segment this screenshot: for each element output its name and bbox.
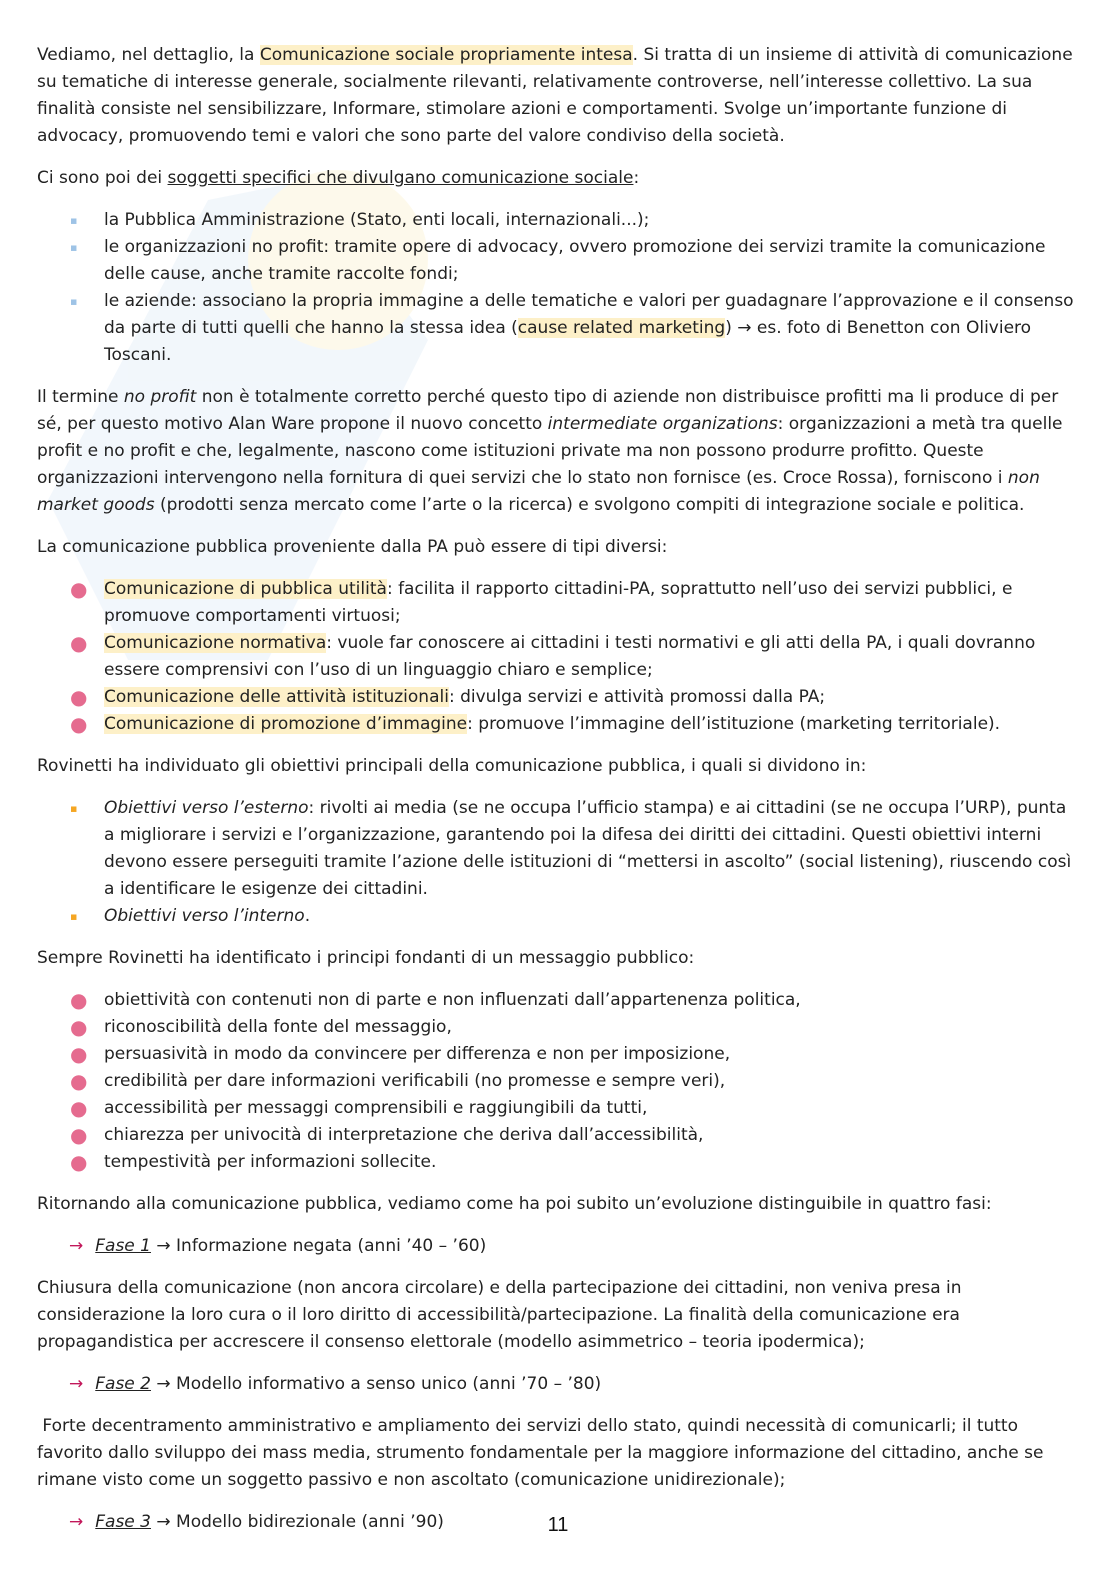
list-item (37, 1014, 1077, 1041)
text-run: Il termine (37, 387, 124, 407)
dot-bullet-icon: ● (70, 1096, 88, 1120)
arrow-right-icon: → (69, 1374, 84, 1394)
highlight-term: Comunicazione di promozione d’immagine (104, 714, 468, 734)
dot-bullet-icon: ● (70, 1069, 88, 1093)
dot-bullet-icon: ● (70, 1150, 88, 1174)
italic-term: Obiettivi verso l’esterno (104, 798, 309, 818)
paragraph-pa-types-intro: La comunicazione pubblica proveniente dalla PA può essere di tipi diversi: (37, 537, 668, 557)
paragraph-objectives-intro: Rovinetti ha individuato gli obiettivi principali della comunicazione pubblica, i quali si dividono in: (37, 756, 867, 776)
list-item (37, 630, 1077, 684)
list-item (37, 987, 1077, 1014)
highlight-term: Comunicazione normativa (104, 633, 327, 653)
square-bullet-icon: ▪ (70, 241, 78, 254)
list-item-text: : vuole far conoscere ai cittadini i testi normativi e gli atti della PA, i quali dovranno essere comprensivi con l’uso di un linguaggio chiaro e semplice; (104, 633, 1036, 680)
square-bullet-icon: ▪ (70, 295, 78, 308)
list-item (37, 234, 1077, 288)
paragraph-no-profit (37, 384, 1077, 519)
list-item (37, 1149, 1077, 1176)
list-item (37, 684, 1077, 711)
list-item-text: persuasività in modo da convincere per differenza e non per imposizione, (104, 1044, 731, 1064)
square-bullet-icon: ▪ (70, 802, 78, 815)
highlight-cause-related-marketing: cause related marketing (517, 318, 726, 338)
italic-term: no profit (123, 387, 197, 407)
intro-text-end: . Si tratta di un insieme di attività di comunicazione su tematiche di interesse generale, socialmente rilevanti, relativamente controverse, nell’interesse collettivo. La sua finalità consiste nel sensibilizzare, Informare, stimolare azioni e comportamenti. Svolge un’importante funzione di advocacy, promuovendo temi e valori che sono parte del valore condiviso della società. (37, 45, 1073, 146)
paragraph-phase-2: Forte decentramento amministrativo e ampliamento dei servizi dello stato, quindi necessità di comunicarli; il tutto favorito dallo sviluppo dei mass media, strumento fondamentale per la maggiore informazione del cittadino, anche se rimane visto come un soggetto passivo e non ascoltato (comunicazione unidirezionale); (37, 1416, 1049, 1490)
phase-label: Fase 3 (95, 1512, 151, 1532)
list-item (37, 903, 1077, 930)
paragraph-phase-1: Chiusura della comunicazione (non ancora circolare) e della partecipazione dei cittadini, non veniva presa in considerazione la loro cura o il loro diritto di accessibilità/partecipazione. La finalità della comunicazione era propagandistica per accrescere il consenso elettorale (modello asimmetrico – teoria ipodermica); (37, 1278, 962, 1352)
phase-1-heading (37, 1233, 1077, 1260)
dot-bullet-icon: ● (70, 685, 88, 709)
highlight-term: Comunicazione delle attività istituzionali (104, 687, 449, 707)
italic-term: intermediate organizations (547, 414, 778, 434)
subjects-text-start: Ci sono poi dei (37, 168, 168, 188)
list-item (37, 1095, 1077, 1122)
intro-text-start: Vediamo, nel dettaglio, la (37, 45, 260, 65)
dot-bullet-icon: ● (70, 1042, 88, 1066)
page-number: 11 (547, 1514, 569, 1536)
phase-2-heading (37, 1371, 1077, 1398)
text-run: : organizzazioni a metà tra quelle profit e no profit e che, legalmente, nascono come istituzioni private ma non possono produrre profitto. Queste organizzazioni intervengono nella fornitura di quei servizi che lo stato non fornisce (es. Croce Rossa), forniscono i (37, 414, 1063, 488)
list-item-text: le aziende: associano la propria immagine a delle tematiche e valori per guadagnare l’approvazione e il consenso da parte di tutti quelli che hanno la stessa idea ( (104, 291, 1074, 338)
list-item (37, 795, 1077, 903)
list-item (37, 576, 1077, 630)
list-item-text: accessibilità per messaggi comprensibili e raggiungibili da tutti, (104, 1098, 648, 1118)
pa-types-list (37, 576, 1077, 738)
list-item-text: chiarezza per univocità di interpretazione che deriva dall’accessibilità, (104, 1125, 704, 1145)
paragraph-evolution-intro: Ritornando alla comunicazione pubblica, vediamo come ha poi subito un’evoluzione distinguibile in quattro fasi: (37, 1194, 992, 1214)
document-body (37, 42, 1077, 1551)
list-item-text: la Pubblica Amministrazione (Stato, enti locali, internazionali...); (104, 210, 650, 230)
phase-label: Fase 2 (95, 1374, 151, 1394)
principles-list (37, 987, 1077, 1176)
highlight-term: Comunicazione di pubblica utilità (104, 579, 387, 599)
dot-bullet-icon: ● (70, 712, 88, 736)
list-item-text: le organizzazioni no profit: tramite opere di advocacy, ovvero promozione dei servizi tramite la comunicazione delle cause, anche tramite raccolte fondi; (104, 237, 1046, 284)
list-item-text: . (304, 906, 311, 926)
arrow-right-icon: → (69, 1236, 84, 1256)
list-item-text: credibilità per dare informazioni verificabili (no promesse e sempre veri), (104, 1071, 726, 1091)
phase-label: Fase 1 (95, 1236, 151, 1256)
paragraph-intro (37, 42, 1077, 150)
italic-term: non market goods (37, 468, 1040, 515)
list-item (37, 1068, 1077, 1095)
phase-title: → Modello bidirezionale (anni ’90) (150, 1512, 444, 1532)
paragraph-subjects (37, 165, 1077, 192)
list-item (37, 711, 1077, 738)
underlined-specific-subjects: soggetti specifici che divulgano comunicazione sociale (167, 168, 634, 188)
list-item (37, 1122, 1077, 1149)
dot-bullet-icon: ● (70, 1123, 88, 1147)
list-item-text: : rivolti ai media (se ne occupa l’ufficio stampa) e ai cittadini (se ne occupa l’URP), punta a migliorare i servizi e l’organizzazione, garantendo poi la difesa dei diritti dei cittadini. Questi obiettivi interni devono essere perseguiti tramite l’azione delle istituzioni di “mettersi in ascolto” (social listening), riuscendo così a identificare le esigenze dei cittadini. (104, 798, 1072, 899)
paragraph-principles-intro: Sempre Rovinetti ha identificato i principi fondanti di un messaggio pubblico: (37, 948, 695, 968)
dot-bullet-icon: ● (70, 988, 88, 1012)
list-item (37, 288, 1077, 369)
dot-bullet-icon: ● (70, 577, 88, 601)
list-item-text: : facilita il rapporto cittadini-PA, soprattutto nell’uso dei servizi pubblici, e promuove comportamenti virtuosi; (104, 579, 1013, 626)
square-bullet-icon: ▪ (70, 910, 78, 923)
phase-title: → Modello informativo a senso unico (anni ’70 – ’80) (150, 1374, 602, 1394)
italic-term: Obiettivi verso l’interno (104, 906, 305, 926)
list-item-text: : promuove l’immagine dell’istituzione (marketing territoriale). (467, 714, 1001, 734)
arrow-right-icon: → (69, 1512, 84, 1532)
highlight-social-communication: Comunicazione sociale propriamente intesa (259, 45, 633, 65)
list-item-text: riconoscibilità della fonte del messaggio, (104, 1017, 452, 1037)
list-item-text: tempestività per informazioni sollecite. (104, 1152, 437, 1172)
dot-bullet-icon: ● (70, 631, 88, 655)
list-item-text: obiettività con contenuti non di parte e non influenzati dall’appartenenza politica, (104, 990, 801, 1010)
list-item-text: : divulga servizi e attività promossi dalla PA; (448, 687, 826, 707)
subjects-list (37, 207, 1077, 369)
objectives-list (37, 795, 1077, 930)
list-item-text-end: ) → es. foto di Benetton con Oliviero Toscani. (104, 318, 1032, 365)
phase-title: → Informazione negata (anni ’40 – ’60) (150, 1236, 487, 1256)
subjects-text-end: : (633, 168, 640, 188)
text-run: (prodotti senza mercato come l’arte o la ricerca) e svolgono compiti di integrazione sociale e politica. (154, 495, 1025, 515)
list-item (37, 1041, 1077, 1068)
dot-bullet-icon: ● (70, 1015, 88, 1039)
list-item (37, 207, 1077, 234)
text-run: non è totalmente corretto perché questo tipo di aziende non distribuisce profitti ma li produce di per sé, per questo motivo Alan Ware propone il nuovo concetto (37, 387, 1059, 434)
square-bullet-icon: ▪ (70, 214, 78, 227)
